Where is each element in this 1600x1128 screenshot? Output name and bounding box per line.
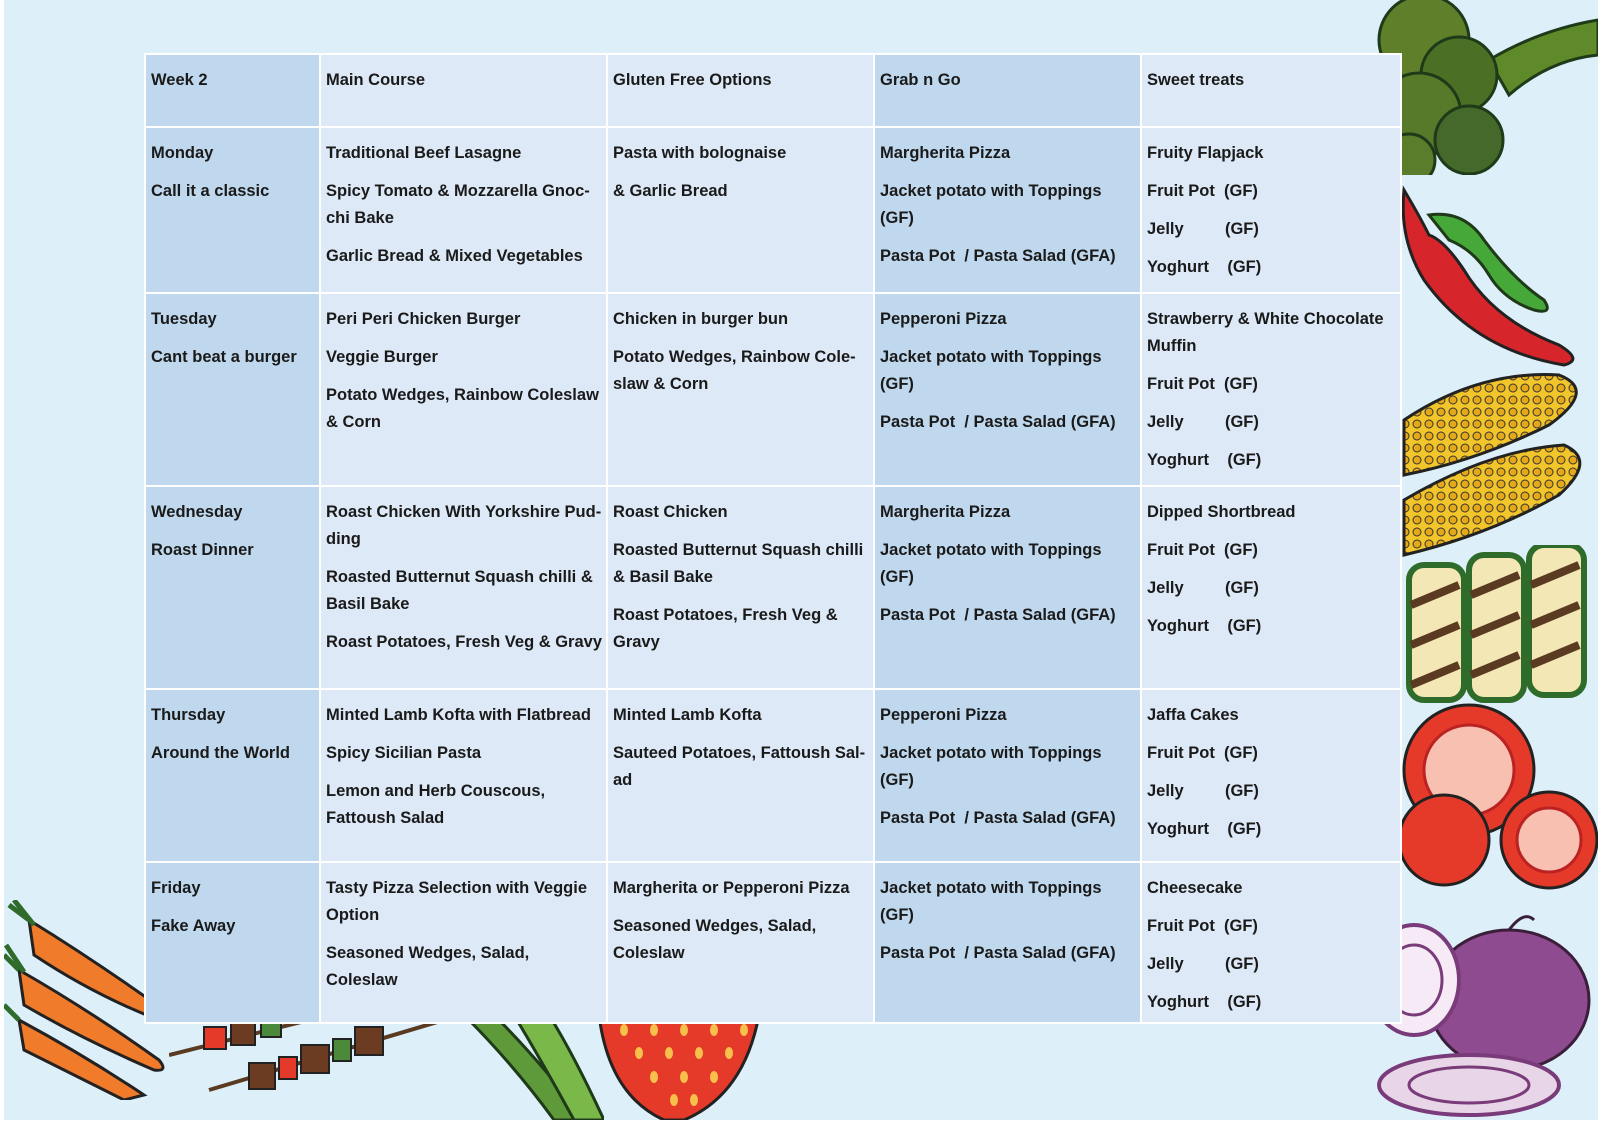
- menu-row-thursday: [145, 689, 1401, 862]
- day-name: Wednesday: [151, 503, 243, 521]
- menu-item: Traditional Beef Lasagne: [326, 144, 522, 162]
- menu-item: Potato Wedges, Rainbow Coleslaw & Corn: [326, 386, 604, 431]
- main-course-cell: [320, 127, 607, 293]
- week-label: Week 2: [145, 54, 320, 127]
- menu-item: Dipped Shortbread: [1147, 503, 1296, 521]
- grab-n-go-cell: [874, 486, 1141, 689]
- day-theme: Cant beat a burger: [151, 348, 297, 366]
- day-name: Thursday: [151, 706, 226, 724]
- menu-item: Veggie Burger: [326, 348, 438, 366]
- menu-item: Jelly (GF): [1147, 955, 1259, 973]
- menu-item: Jelly (GF): [1147, 220, 1259, 238]
- menu-item: Pasta Pot / Pasta Salad (GFA): [880, 606, 1116, 624]
- menu-item: Pepperoni Pizza: [880, 310, 1007, 328]
- day-theme: Call it a classic: [151, 182, 270, 200]
- gluten-free-cell: [607, 689, 874, 862]
- menu-item: Jelly (GF): [1147, 579, 1259, 597]
- menu-item: Roast Potatoes, Fresh Veg & Gravy: [326, 633, 603, 651]
- sweet-treats-cell: [1141, 689, 1401, 862]
- column-header-main-course: Main Course: [320, 54, 607, 127]
- menu-item: Sauteed Potatoes, Fattoush Sal-ad: [613, 744, 866, 789]
- menu-item: Yoghurt (GF): [1147, 617, 1262, 635]
- menu-item: Margherita or Pepperoni Pizza: [613, 879, 850, 897]
- day-name: Monday: [151, 144, 214, 162]
- day-name: Friday: [151, 879, 201, 897]
- menu-item: Jelly (GF): [1147, 413, 1259, 431]
- day-cell: [145, 486, 320, 689]
- menu-row-wednesday: [145, 486, 1401, 689]
- grab-n-go-cell: [874, 293, 1141, 486]
- menu-item: Yoghurt (GF): [1147, 993, 1262, 1011]
- menu-item: Pasta Pot / Pasta Salad (GFA): [880, 944, 1116, 962]
- menu-item: Pasta Pot / Pasta Salad (GFA): [880, 809, 1116, 827]
- day-cell: [145, 862, 320, 1023]
- menu-item: Garlic Bread & Mixed Vegetables: [326, 247, 583, 265]
- menu-item: Margherita Pizza: [880, 144, 1011, 162]
- sweet-treats-cell: [1141, 486, 1401, 689]
- strawberry-icon: [594, 1015, 764, 1120]
- sweet-treats-cell: [1141, 127, 1401, 293]
- menu-item: Roast Potatoes, Fresh Veg & Gravy: [613, 606, 843, 651]
- menu-item: Spicy Sicilian Pasta: [326, 744, 481, 762]
- menu-item: Seasoned Wedges, Salad, Coleslaw: [326, 944, 534, 989]
- menu-item: Fruit Pot (GF): [1147, 744, 1258, 762]
- menu-item: Fruity Flapjack: [1147, 144, 1264, 162]
- sweet-treats-cell: [1141, 862, 1401, 1023]
- menu-item: Roasted Butternut Squash chilli & Basil Bake: [613, 541, 868, 586]
- grab-n-go-cell: [874, 862, 1141, 1023]
- menu-item: Lemon and Herb Couscous, Fattoush Salad: [326, 782, 550, 827]
- tomato-icon: [1399, 690, 1598, 890]
- kebab-skewers-icon: [169, 1015, 444, 1095]
- menu-item: Yoghurt (GF): [1147, 451, 1262, 469]
- menu-item: Minted Lamb Kofta: [613, 706, 762, 724]
- menu-item: Cheesecake: [1147, 879, 1243, 897]
- gluten-free-cell: [607, 862, 874, 1023]
- day-theme: Around the World: [151, 744, 291, 762]
- grab-n-go-cell: [874, 127, 1141, 293]
- main-course-cell: [320, 862, 607, 1023]
- menu-item: Jaffa Cakes: [1147, 706, 1239, 724]
- menu-item: Jacket potato with Toppings (GF): [880, 879, 1107, 924]
- menu-row-friday: [145, 862, 1401, 1023]
- day-theme: Fake Away: [151, 917, 236, 935]
- menu-item: Chicken in burger bun: [613, 310, 789, 328]
- chilli-peppers-icon: [1394, 180, 1594, 375]
- menu-item: Pepperoni Pizza: [880, 706, 1007, 724]
- menu-row-monday: [145, 127, 1401, 293]
- menu-item: Pasta Pot / Pasta Salad (GFA): [880, 413, 1116, 431]
- menu-item: Fruit Pot (GF): [1147, 917, 1258, 935]
- menu-item: Spicy Tomato & Mozzarella Gnoc-chi Bake: [326, 182, 590, 227]
- menu-item: Potato Wedges, Rainbow Cole-slaw & Corn: [613, 348, 856, 393]
- menu-item: Roast Chicken With Yorkshire Pud-ding: [326, 503, 602, 548]
- main-course-cell: [320, 486, 607, 689]
- gluten-free-cell: [607, 486, 874, 689]
- menu-item: Yoghurt (GF): [1147, 258, 1262, 276]
- menu-item: Jacket potato with Toppings (GF): [880, 348, 1107, 393]
- menu-item: & Garlic Bread: [613, 182, 728, 200]
- menu-page: [4, 0, 1598, 1120]
- menu-item: Jelly (GF): [1147, 782, 1259, 800]
- column-header-gluten-free: Gluten Free Options: [607, 54, 874, 127]
- menu-item: Minted Lamb Kofta with Flatbread: [326, 706, 591, 724]
- menu-table: [144, 53, 1402, 1024]
- day-cell: [145, 689, 320, 862]
- day-cell: [145, 127, 320, 293]
- column-header-sweet-treats: Sweet treats: [1141, 54, 1401, 127]
- menu-item: Jacket potato with Toppings (GF): [880, 182, 1107, 227]
- menu-item: Jacket potato with Toppings (GF): [880, 541, 1107, 586]
- column-header-grab-n-go: Grab n Go: [874, 54, 1141, 127]
- header-row: [145, 54, 1401, 127]
- menu-item: Roast Chicken: [613, 503, 728, 521]
- day-theme: Roast Dinner: [151, 541, 254, 559]
- gluten-free-cell: [607, 293, 874, 486]
- day-cell: [145, 293, 320, 486]
- menu-item: Tasty Pizza Selection with Veggie Option: [326, 879, 592, 924]
- grab-n-go-cell: [874, 689, 1141, 862]
- main-course-cell: [320, 293, 607, 486]
- menu-item: Pasta with bolognaise: [613, 144, 787, 162]
- menu-row-tuesday: [145, 293, 1401, 486]
- menu-item: Pasta Pot / Pasta Salad (GFA): [880, 247, 1116, 265]
- day-name: Tuesday: [151, 310, 217, 328]
- menu-item: Margherita Pizza: [880, 503, 1011, 521]
- menu-item: Yoghurt (GF): [1147, 820, 1262, 838]
- menu-item: Jacket potato with Toppings (GF): [880, 744, 1107, 789]
- menu-item: Fruit Pot (GF): [1147, 541, 1258, 559]
- menu-item: Strawberry & White Chocolate Muffin: [1147, 310, 1389, 355]
- menu-item: Roasted Butternut Squash chilli & Basil Bake: [326, 568, 598, 613]
- broccoli-icon: [1369, 0, 1598, 175]
- menu-item: Fruit Pot (GF): [1147, 375, 1258, 393]
- grilled-courgette-icon: [1399, 545, 1598, 705]
- main-course-cell: [320, 689, 607, 862]
- menu-item: Seasoned Wedges, Salad, Coleslaw: [613, 917, 821, 962]
- menu-item: Fruit Pot (GF): [1147, 182, 1258, 200]
- leek-icon: [454, 1015, 604, 1120]
- gluten-free-cell: [607, 127, 874, 293]
- sweet-treats-cell: [1141, 293, 1401, 486]
- menu-item: Peri Peri Chicken Burger: [326, 310, 521, 328]
